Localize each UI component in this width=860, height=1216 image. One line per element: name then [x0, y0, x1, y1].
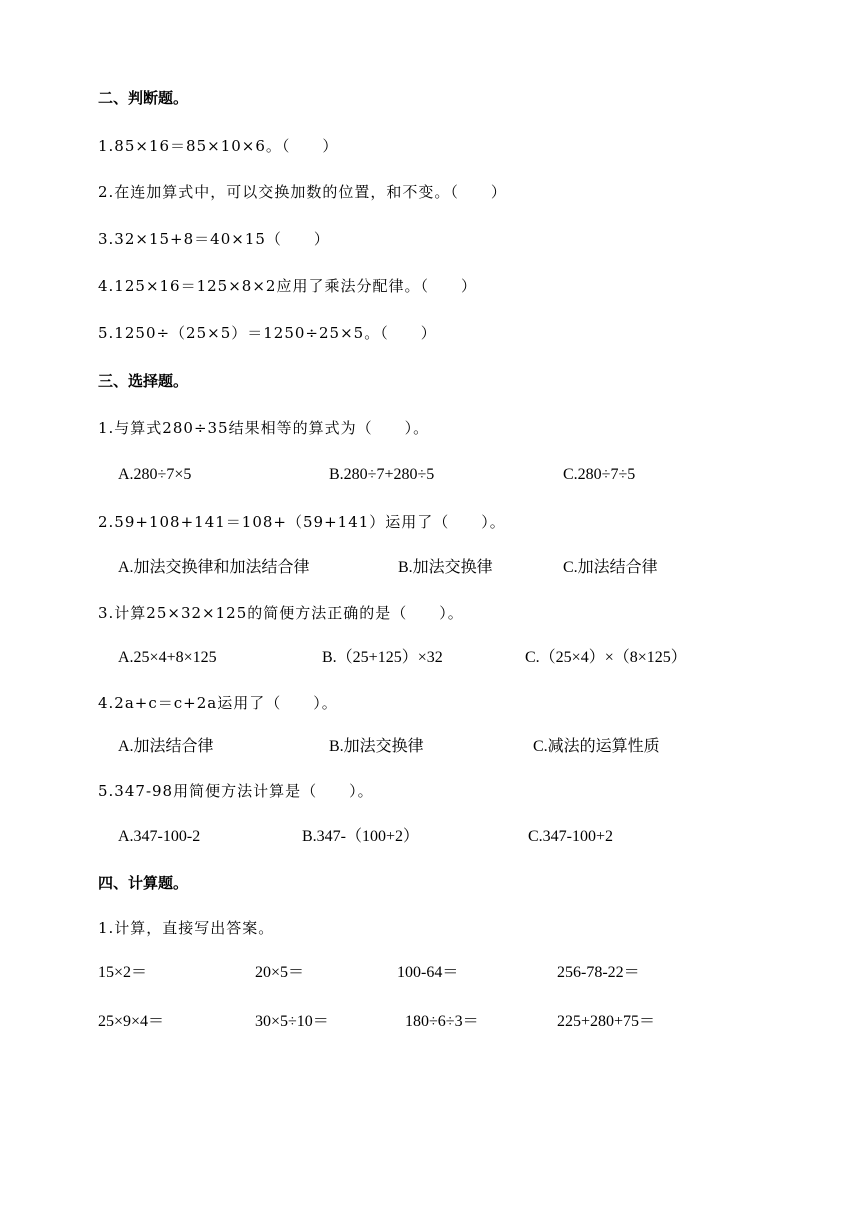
- choice-option-a: A.加法交换律和加法结合律: [118, 559, 310, 576]
- choice-option-b: B.280÷7+280÷5: [329, 466, 435, 483]
- choice-option-a: A.加法结合律: [118, 738, 214, 755]
- choice-option-c: C.347-100+2: [528, 828, 614, 845]
- choice-option-c: C.加法结合律: [563, 559, 658, 576]
- choice-option-c: C.280÷7÷5: [563, 466, 636, 483]
- calc-problem: 256-78-22＝: [557, 964, 640, 981]
- choice-question-stem: 2.59+108+141＝108+（59+141）运用了（ ）。: [98, 513, 506, 531]
- calc-problem: 225+280+75＝: [557, 1013, 656, 1030]
- choice-option-a: A.280÷7×5: [118, 466, 192, 483]
- choice-question-stem: 4.2a+c＝c+2a运用了（ ）。: [98, 694, 338, 712]
- calc-problem: 25×9×4＝: [98, 1013, 165, 1030]
- calc-instruction: 1.计算，直接写出答案。: [98, 919, 275, 937]
- section-heading-judge: 二、判断题。: [98, 89, 189, 107]
- judge-item: 5.1250÷（25×5）＝1250÷25×5。（ ）: [98, 324, 437, 342]
- judge-item: 3.32×15+8＝40×15（ ）: [98, 230, 330, 248]
- choice-option-b: B.347-（100+2）: [302, 828, 420, 845]
- calc-problem: 100-64＝: [397, 964, 459, 981]
- calc-problem: 180÷6÷3＝: [405, 1013, 479, 1030]
- calc-problem: 15×2＝: [98, 964, 148, 981]
- choice-option-a: A.347-100-2: [118, 828, 201, 845]
- choice-option-b: B.加法交换律: [398, 559, 493, 576]
- choice-question-stem: 1.与算式280÷35结果相等的算式为（ ）。: [98, 419, 430, 437]
- choice-option-a: A.25×4+8×125: [118, 649, 217, 666]
- choice-option-b: B.（25+125）×32: [322, 649, 443, 666]
- choice-question-stem: 3.计算25×32×125的简便方法正确的是（ ）。: [98, 604, 464, 622]
- choice-option-b: B.加法交换律: [329, 738, 424, 755]
- section-heading-choice: 三、选择题。: [98, 372, 189, 390]
- judge-item: 2.在连加算式中，可以交换加数的位置，和不变。（ ）: [98, 183, 507, 201]
- choice-option-c: C.减法的运算性质: [533, 738, 660, 755]
- choice-question-stem: 5.347-98用简便方法计算是（ ）。: [98, 782, 374, 800]
- judge-item: 4.125×16＝125×8×2应用了乘法分配律。（ ）: [98, 277, 477, 295]
- section-heading-calc: 四、计算题。: [98, 874, 189, 892]
- calc-problem: 20×5＝: [255, 964, 305, 981]
- calc-problem: 30×5÷10＝: [255, 1013, 329, 1030]
- judge-item: 1.85×16＝85×10×6。（ ）: [98, 137, 339, 155]
- choice-option-c: C.（25×4）×（8×125）: [525, 649, 687, 666]
